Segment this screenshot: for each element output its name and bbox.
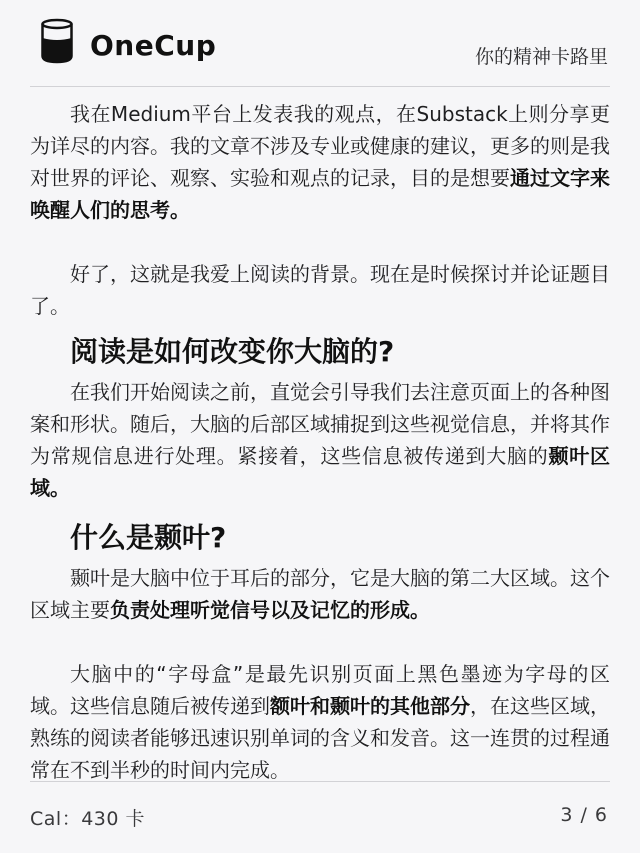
paragraph <box>30 258 610 322</box>
section-heading: 什么是颞叶? <box>70 521 227 554</box>
emphasis-text: 负责处理听觉信号以及记忆的形成。 <box>110 598 430 622</box>
section-heading: 阅读是如何改变你大脑的? <box>70 335 395 368</box>
paragraph <box>30 376 610 504</box>
paragraph-text: 我在Medium平台上发表我的观点，在Substack上则分享更为详尽的内容。我的文章不涉及专业或健康的建议，更多的则是我对世界的评论、观察、实验和观点的记录，目的是想要 <box>30 102 610 190</box>
cup-icon <box>40 18 74 64</box>
page-indicator: 3 / 6 <box>560 804 608 826</box>
paragraph <box>30 98 610 226</box>
calorie-count: Cal：430 卡 <box>30 808 145 830</box>
paragraph <box>30 658 610 786</box>
paragraph-text: 颞叶是大脑中位于耳后的部分，它是大脑的第二大区域。这个区域主要 <box>30 566 610 622</box>
paragraph-text: 好了，这就是我爱上阅读的背景。现在是时候探讨并论证题目了。 <box>30 262 610 318</box>
tagline: 你的精神卡路里 <box>474 46 608 68</box>
paragraph-text: 在我们开始阅读之前，直觉会引导我们去注意页面上的各种图案和形状。随后，大脑的后部区域捕捉到这些视觉信息，并将其作为常规信息进行处理。紧接着，这些信息被传递到大脑的 <box>30 380 610 468</box>
article-body <box>30 98 610 786</box>
paragraph-text: 大脑中的“字母盒”是最先识别页面上黑色墨迹为字母的区域。这些信息随后被传递到 <box>30 662 610 718</box>
logo[interactable] <box>40 18 216 64</box>
emphasis-text: 额叶和颞叶的其他部分 <box>270 694 470 718</box>
app-header <box>30 0 610 87</box>
brand-name: OneCup <box>90 29 217 62</box>
emphasis-text: 颞叶区域。 <box>30 444 611 500</box>
reader-footer <box>30 781 610 853</box>
paragraph-text: ，在这些区域，熟练的阅读者能够迅速识别单词的含义和发音。这一连贯的过程通常在不到半秒的时间内完成。 <box>30 694 610 782</box>
paragraph <box>30 562 610 626</box>
emphasis-text: 通过文字来唤醒人们的思考。 <box>30 166 610 222</box>
